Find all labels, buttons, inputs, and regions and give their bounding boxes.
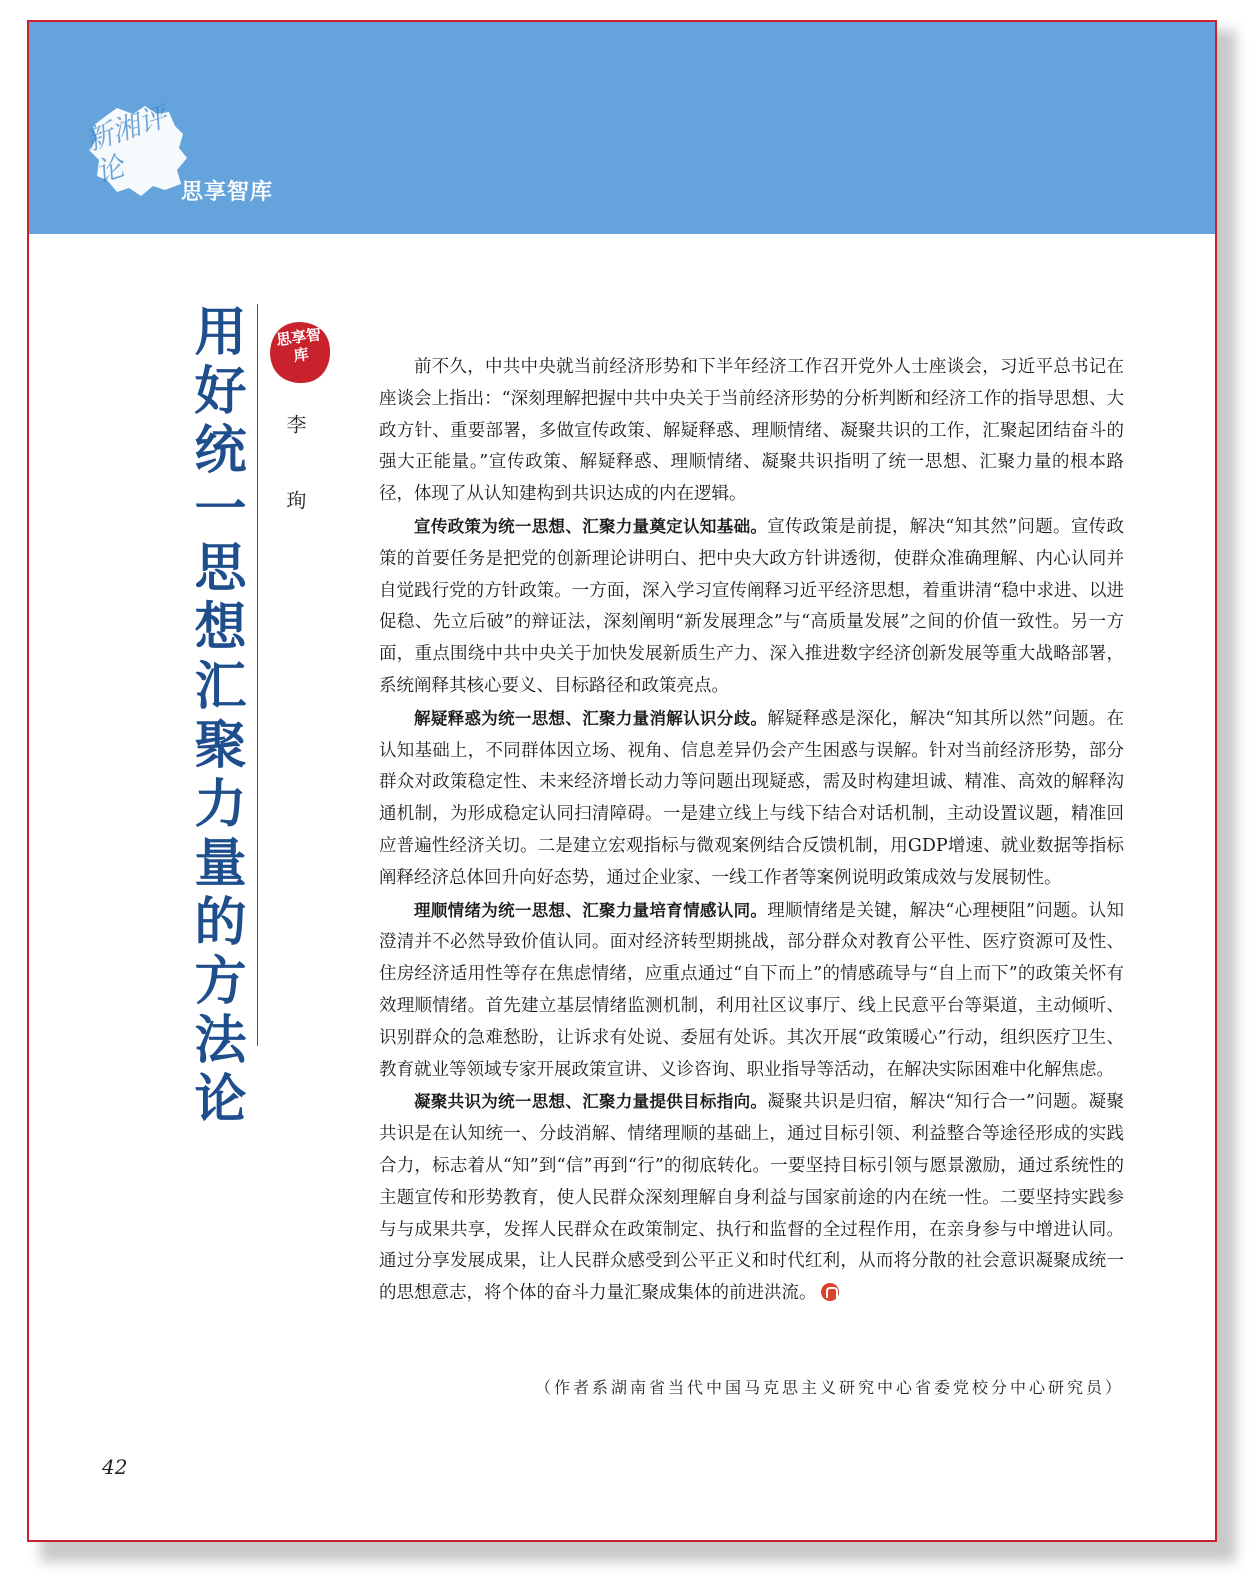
paragraph [379, 511, 1124, 703]
paragraph-lead: 宣传政策为统一思想、汇聚力量奠定认知基础。 [414, 516, 768, 536]
title-divider [257, 304, 258, 1046]
logo-calligraphy: 新湘评论 [80, 99, 171, 190]
paragraph-lead: 凝聚共识为统一思想、汇聚力量提供目标指向。 [414, 1092, 768, 1112]
paragraph [379, 895, 1124, 1087]
article-body [379, 352, 1124, 1310]
section-label: 思享智库 [181, 180, 274, 205]
paragraph-lead: 解疑释惑为统一思想、汇聚力量消解认识分歧。 [414, 708, 768, 728]
paragraph-text: 理顺情绪是关键，解决“心理梗阻”问题。认知澄清并不必然导致价值认同。面对经济转型期挑战，部分群众对教育公平性、医疗资源可及性、住房经济适用性等存在焦虑情绪，应重点通过“自下而上”的情感疏导与“自上而下”的政策关怀有效理顺情绪。首先建立基层情绪监测机制，利用社区议事厅、线上民意平台等渠道，主动倾听、识别群众的急难愁盼，让诉求有处说、委屈有处诉。其次开展“政策暖心”行动，组织医疗卫生、教育就业等领域专家开展政策宣讲、义诊咨询、职业指导等活动，在解决实际困难中化解焦虑。 [379, 900, 1124, 1080]
paragraph [379, 1086, 1124, 1310]
author-name: 李 珣 [283, 414, 307, 526]
page-number: 42 [102, 1455, 128, 1479]
end-mark-icon [821, 1283, 839, 1301]
header-band [29, 22, 1215, 234]
article-title: 用好统一思想汇聚力量的方法论 [185, 304, 245, 1130]
paragraph-text: 宣传政策是前提，解决“知其然”问题。宣传政策的首要任务是把党的创新理论讲明白、把中央大政方针讲透彻，使群众准确理解、内心认同并自觉践行党的方针政策。一方面，深入学习宣传阐释习近平经济思想，着重讲清“稳中求进、以进促稳、先立后破”的辩证法，深刻阐明“新发展理念”与“高质量发展”之间的价值一致性。另一方面，重点围绕中共中央关于加快发展新质生产力、深入推进数字经济创新发展等重大战略部署，系统阐释其核心要义、目标路径和政策亮点。 [379, 516, 1124, 696]
paragraph-text: 解疑释惑是深化，解决“知其所以然”问题。在认知基础上，不同群体因立场、视角、信息差异仍会产生困惑与误解。针对当前经济形势，部分群众对政策稳定性、未来经济增长动力等问题出现疑惑，需及时构建坦诚、精准、高效的解释沟通机制，为形成稳定认同扫清障碍。一是建立线上与线下结合对话机制，主动设置议题，精准回应普遍性经济关切。二是建立宏观指标与微观案例结合反馈机制，用GDP增速、就业数据等指标阐释经济总体回升向好态势，通过企业家、一线工作者等案例说明政策成效与发展韧性。 [379, 708, 1124, 888]
paragraph [379, 703, 1124, 895]
seal-text: 思享智库 [275, 325, 323, 365]
author-note: （作者系湖南省当代中国马克思主义研究中心省委党校分中心研究员） [534, 1378, 1124, 1397]
magazine-page [27, 20, 1217, 1542]
paragraph-text: 凝聚共识是归宿，解决“知行合一”问题。凝聚共识是在认知统一、分歧消解、情绪理顺的基础上，通过目标引领、利益整合等途径形成的实践合力，标志着从“知”到“信”再到“行”的彻底转化。一要坚持目标引领与愿景激励，通过系统性的主题宣传和形势教育，使人民群众深刻理解自身利益与国家前途的内在统一性。二要坚持实践参与与成果共享，发挥人民群众在政策制定、执行和监督的全过程作用，在亲身参与中增进认同。通过分享发展成果，让人民群众感受到公平正义和时代红利，从而将分散的社会意识凝聚成统一的思想意志，将个体的奋斗力量汇聚成集体的前进洪流。 [379, 1092, 1124, 1304]
paragraph-lead: 理顺情绪为统一思想、汇聚力量培育情感认同。 [414, 900, 768, 920]
paragraph [379, 352, 1124, 511]
paragraph-text: 前不久，中共中央就当前经济形势和下半年经济工作召开党外人士座谈会，习近平总书记在座谈会上指出：“深刻理解把握中共中央关于当前经济形势的分析判断和经济工作的指导思想、大政方针、重要部署，多做宣传政策、解疑释惑、理顺情绪、凝聚共识的工作，汇聚起团结奋斗的强大正能量。”宣传政策、解疑释惑、理顺情绪、凝聚共识指明了统一思想、汇聚力量的根本路径，体现了从认知建构到共识达成的内在逻辑。 [379, 357, 1124, 505]
